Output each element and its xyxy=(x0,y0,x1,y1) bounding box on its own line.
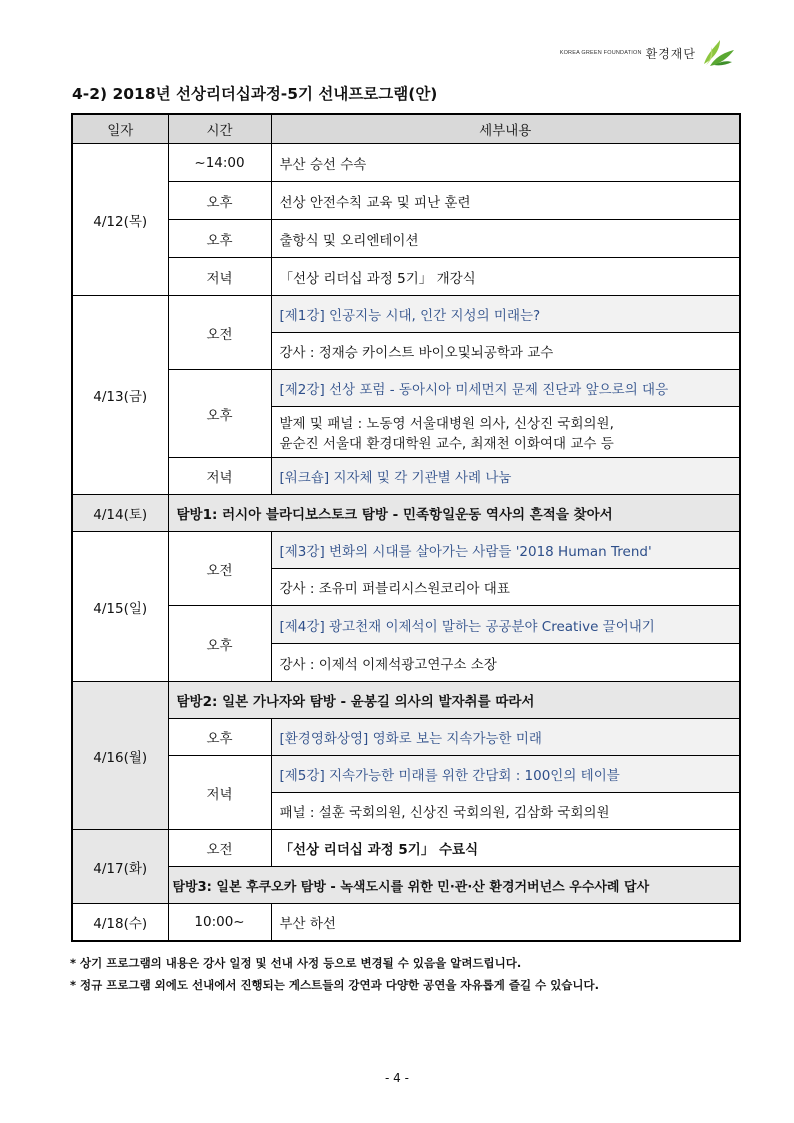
time-cell: 오후 xyxy=(168,220,271,258)
date-cell: 4/18(수) xyxy=(72,904,168,941)
header-date: 일자 xyxy=(72,114,168,144)
date-cell: 4/13(금) xyxy=(72,296,168,495)
leaf-logo-icon xyxy=(700,38,736,68)
detail-cell: 출항식 및 오리엔테이션 xyxy=(271,220,740,258)
table-row xyxy=(72,458,740,495)
time-cell: 저녁 xyxy=(168,756,271,830)
time-cell: 저녁 xyxy=(168,258,271,296)
tour-cell: 탐방3: 일본 후쿠오카 탐방 - 녹색도시를 위한 민·관·산 환경거버넌스 우수사례 답사 xyxy=(168,867,740,904)
lecture-cell: [제2강] 선상 포럼 - 동아시아 미세먼지 문제 진단과 앞으로의 대응 xyxy=(271,370,740,407)
time-cell: 오전 xyxy=(168,532,271,606)
date-cell: 4/12(목) xyxy=(72,144,168,296)
lecture-cell: [제4강] 광고천재 이제석이 말하는 공공분야 Creative 끌어내기 xyxy=(271,606,740,644)
time-cell: 오후 xyxy=(168,370,271,458)
header-detail: 세부내용 xyxy=(271,114,740,144)
panel-cell xyxy=(271,407,740,458)
detail-cell: 부산 승선 수속 xyxy=(271,144,740,182)
time-cell: 저녁 xyxy=(168,458,271,495)
table-row xyxy=(72,867,740,904)
foundation-logo xyxy=(560,38,736,68)
time-cell: 오전 xyxy=(168,830,271,867)
detail-cell: 선상 안전수칙 교육 및 피난 훈련 xyxy=(271,182,740,220)
table-row xyxy=(72,756,740,793)
workshop-cell: [워크숍] 지자체 및 각 기관별 사례 나눔 xyxy=(271,458,740,495)
page-title: 4-2) 2018년 선상리더십과정-5기 선내프로그램(안) xyxy=(72,85,438,103)
date-cell: 4/16(월) xyxy=(72,682,168,830)
time-cell: ~14:00 xyxy=(168,144,271,182)
table-row xyxy=(72,296,740,333)
detail-cell: 부산 하선 xyxy=(271,904,740,941)
table-row xyxy=(72,606,740,644)
logo-korean-name: 환경재단 xyxy=(645,46,696,61)
table-row xyxy=(72,144,740,182)
speaker-cell: 강사 : 정재승 카이스트 바이오및뇌공학과 교수 xyxy=(271,333,740,370)
lecture-cell: [제5강] 지속가능한 미래를 위한 간담회 : 100인의 테이블 xyxy=(271,756,740,793)
table-row xyxy=(72,495,740,532)
film-cell: [환경영화상영] 영화로 보는 지속가능한 미래 xyxy=(271,719,740,756)
date-cell: 4/15(일) xyxy=(72,532,168,682)
footnote: * 상기 프로그램의 내용은 강사 일정 및 선내 사정 등으로 변경될 수 있음을 알려드립니다. xyxy=(70,956,522,970)
schedule-table xyxy=(71,113,741,942)
panel-line: 윤순진 서울대 환경대학원 교수, 최재천 이화여대 교수 등 xyxy=(279,436,614,452)
footnote: * 정규 프로그램 외에도 선내에서 진행되는 게스트들의 강연과 다양한 공연을 자유롭게 즐길 수 있습니다. xyxy=(70,978,600,992)
lecture-cell: [제3강] 변화의 시대를 살아가는 사람들 '2018 Human Trend' xyxy=(271,532,740,569)
tour-cell: 탐방2: 일본 가나자와 탐방 - 윤봉길 의사의 발자취를 따라서 xyxy=(168,682,740,719)
lecture-cell: [제1강] 인공지능 시대, 인간 지성의 미래는? xyxy=(271,296,740,333)
time-cell: 오후 xyxy=(168,606,271,682)
page-number: - 4 - xyxy=(385,1071,409,1085)
table-header-row xyxy=(72,114,740,144)
table-row xyxy=(72,532,740,569)
time-cell: 10:00~ xyxy=(168,904,271,941)
header-time: 시간 xyxy=(168,114,271,144)
time-cell: 오후 xyxy=(168,719,271,756)
closing-ceremony-cell: 「선상 리더십 과정 5기」 수료식 xyxy=(271,830,740,867)
panel-cell: 패널 : 설훈 국회의원, 신상진 국회의원, 김삼화 국회의원 xyxy=(271,793,740,830)
table-row xyxy=(72,370,740,407)
time-cell: 오전 xyxy=(168,296,271,370)
table-row xyxy=(72,258,740,296)
table-row xyxy=(72,904,740,941)
tour-cell: 탐방1: 러시아 블라디보스토크 탐방 - 민족항일운동 역사의 흔적을 찾아서 xyxy=(168,495,740,532)
table-row xyxy=(72,220,740,258)
table-row xyxy=(72,830,740,867)
table-row xyxy=(72,182,740,220)
panel-line: 발제 및 패널 : 노동영 서울대병원 의사, 신상진 국회의원, xyxy=(279,416,614,432)
speaker-cell: 강사 : 이제석 이제석광고연구소 소장 xyxy=(271,644,740,682)
date-cell: 4/17(화) xyxy=(72,830,168,904)
speaker-cell: 강사 : 조유미 퍼블리시스원코리아 대표 xyxy=(271,569,740,606)
time-cell: 오후 xyxy=(168,182,271,220)
logo-english-name: KOREA GREEN FOUNDATION xyxy=(559,50,642,56)
table-row xyxy=(72,719,740,756)
detail-cell: 「선상 리더십 과정 5기」 개강식 xyxy=(271,258,740,296)
date-cell: 4/14(토) xyxy=(72,495,168,532)
table-row xyxy=(72,682,740,719)
